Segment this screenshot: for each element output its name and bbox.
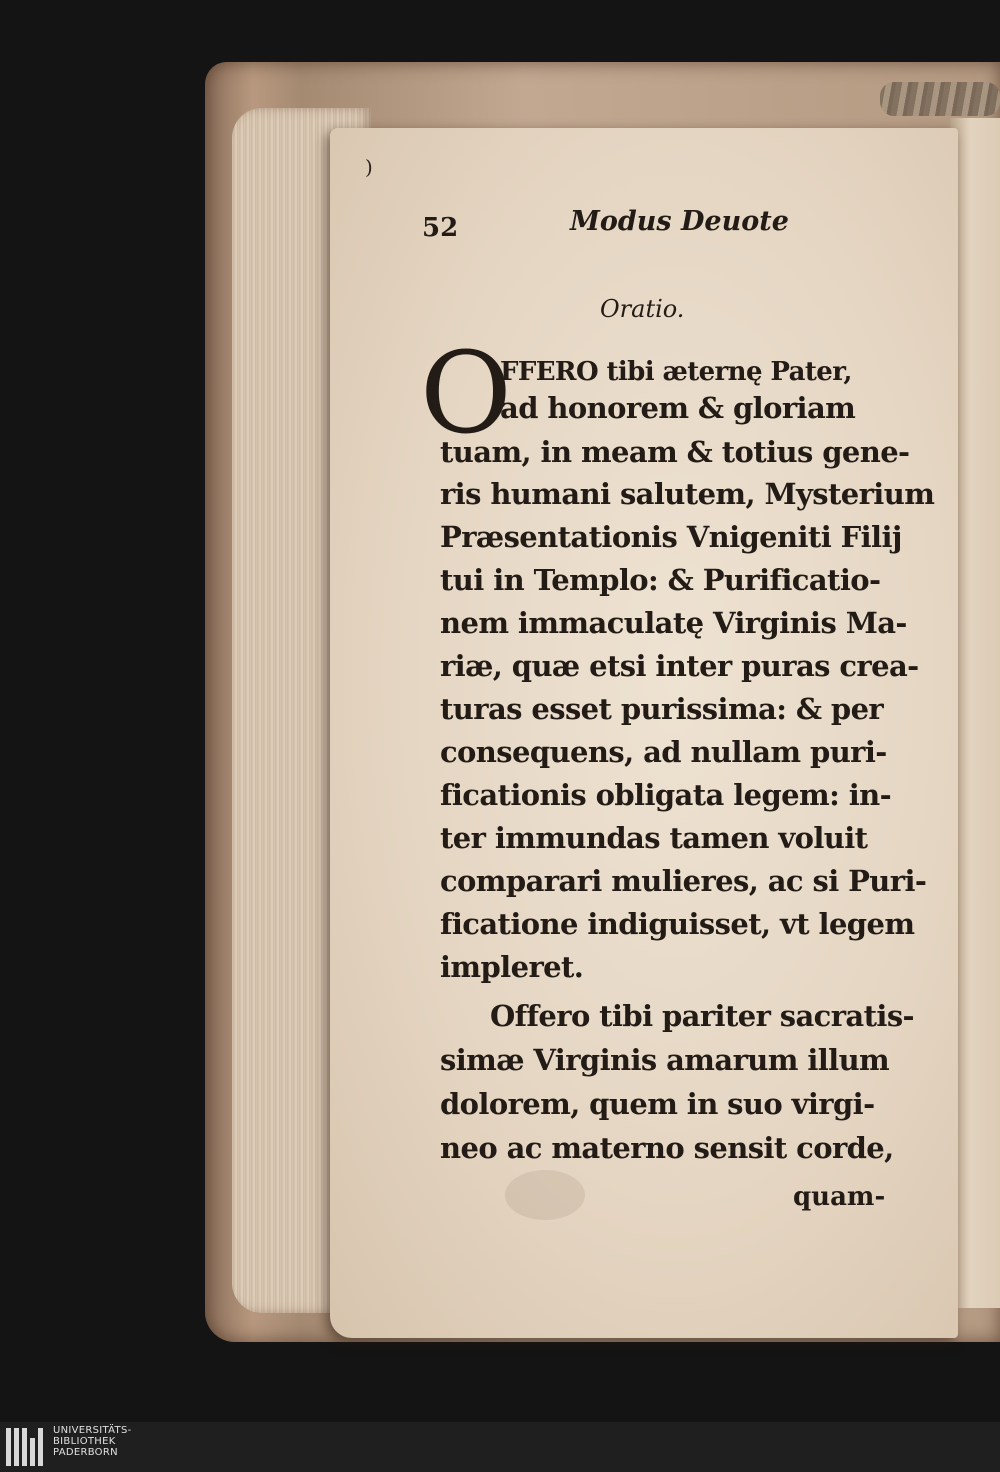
text-line: impleret. <box>440 950 584 984</box>
text-line: riæ, quæ etsi inter puras crea- <box>440 649 919 683</box>
text-line: tuam, in meam & totius gene- <box>440 435 910 469</box>
text-line: nem immaculatę Virginis Ma- <box>440 606 907 640</box>
text-line: tui in Templo: & Purificatio- <box>440 563 881 597</box>
text-line: ficationis obligata legem: in- <box>440 778 892 812</box>
logo-text-line: PADERBORN <box>53 1447 118 1458</box>
text-line: Offero tibi pariter sacratis- <box>490 999 914 1033</box>
text-line: neo ac materno sensit corde, <box>440 1131 894 1165</box>
section-heading: Oratio. <box>600 295 685 323</box>
text-line: consequens, ad nullam puri- <box>440 735 887 769</box>
logo-text-line: BIBLIOTHEK <box>53 1436 116 1447</box>
page-stain <box>505 1170 585 1220</box>
text-line: turas esset purissima: & per <box>440 692 884 726</box>
binding-cord <box>880 82 1000 116</box>
text-line: dolorem, quem in suo virgi- <box>440 1087 875 1121</box>
library-logo-icon <box>6 1428 46 1466</box>
text-line: simæ Virginis amarum illum <box>440 1043 890 1077</box>
footer-bar <box>0 1422 1000 1472</box>
text-line: ficatione indiguisset, vt legem <box>440 907 915 941</box>
text-line: FFERO tibi æternę Pater, <box>500 357 852 387</box>
pencil-mark: ) <box>365 155 373 179</box>
logo-text-line: UNIVERSITÄTS- <box>53 1425 132 1436</box>
page-number: 52 <box>422 213 459 243</box>
text-line: ris humani salutem, Mysterium <box>440 477 935 511</box>
text-line: comparari mulieres, ac si Puri- <box>440 864 927 898</box>
text-line: Præsentationis Vnigeniti Filij <box>440 520 902 554</box>
running-head: Modus Deuote <box>570 206 789 237</box>
catchword: quam- <box>793 1182 886 1212</box>
drop-initial: O <box>420 329 512 459</box>
text-line: ter immundas tamen voluit <box>440 821 868 855</box>
text-line: ad honorem & gloriam <box>500 391 856 425</box>
